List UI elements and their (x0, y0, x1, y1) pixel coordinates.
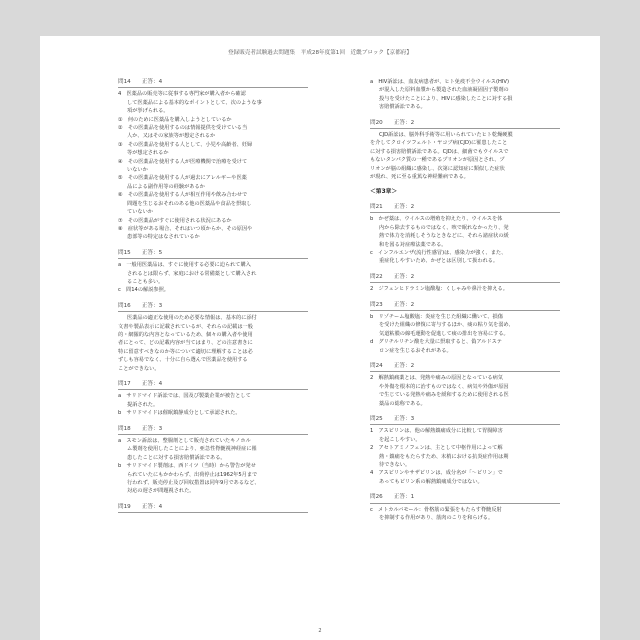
explanation-line: あってもピリン系の解熱鎮痛成分ではない。 (379, 478, 483, 485)
page-number: 2 (318, 628, 322, 634)
question-block (118, 380, 308, 418)
explanation-line: CJD訴訟は、脳外科手術等に用いられていたヒト乾燥硬膜 (379, 132, 513, 139)
explanation-line: c 問14の解説参照。 (118, 287, 169, 294)
question-answer-title: 問24 正答：2 (370, 362, 560, 372)
explanation-line: 医薬品の適正な使用のため必要な情報は、基本的に添付 (127, 315, 257, 322)
question-block (370, 273, 560, 294)
chapter-heading: ＜第3章＞ (370, 189, 398, 196)
explanation-line: ていないか (127, 209, 153, 216)
explanation-line: d グリチルリチン酸を大量に摂取すると、偽アルドステ (370, 339, 502, 346)
explanation-line: が混入した原料血漿から製造された血液凝固因子製剤の (379, 87, 509, 94)
explanation-line: 内から除去するものではなく、咳で眠れなかったり、発 (379, 224, 509, 231)
explanation-line: ⑤ その医薬品を使用する人が過去にアレルギーや医薬 (118, 175, 247, 182)
explanation-line: 2 解熱鎮痛薬とは、発熱や痛みの原因となっている病気 (370, 375, 503, 382)
explanation-line: に対する損害賠償訴訟である。CJDは、細菌でもウイルスで (370, 148, 509, 155)
explanation-line: ② その医薬品を使用するのは情報提供を受けている当 (118, 125, 248, 132)
question-block (370, 78, 560, 112)
question-answer-title: 問15 正答：5 (118, 249, 308, 259)
question-block (370, 301, 560, 355)
explanation-line: 和を図る対症療法薬である。 (379, 241, 447, 248)
explanation-line: 重症化しやすいため、かぜとは区別して扱われる。 (379, 258, 499, 265)
explanation-line: ずしも容易でなく、十分に自ら選んで医薬品を使用する (118, 357, 248, 364)
explanation-line: ⑥ その医薬品を使用する人が相互作用や飲み合わせで (118, 192, 248, 199)
explanation-line: 4 アスピリンやサザピリンは、成分名が「～ピリン」で (370, 470, 503, 477)
explanation-line: b サリドマイド製剤は、西ドイツ（当時）から警告が発せ (118, 463, 256, 470)
explanation-line: 2 ジフェンヒドラミン塩酸塩：くしゃみや鼻汁を抑える。 (370, 286, 508, 293)
explanation-line: 提訴された。 (127, 401, 159, 408)
explanation-line: ことができない。 (118, 365, 160, 372)
explanation-line: 患したことに対する損害賠償訴訟である。 (127, 454, 226, 461)
document-page (40, 36, 600, 640)
explanation-line: リオンが脳の組織に感染し、次第に認知症に類似した症状 (370, 165, 505, 172)
explanation-line: ③ その医薬品を使用する人として、小児や高齢者、妊婦 (118, 141, 253, 148)
explanation-line: 2 アセトアミノフェンは、主として中枢作用によって解 (370, 445, 503, 452)
explanation-line: 文書や製品表示に記載されているが、それらの記載は一般 (118, 323, 253, 330)
explanation-line: 人か、又はその家族等が想定されるか (127, 133, 216, 140)
explanation-line: で生じている発熱や痛みを緩和するために使用される医 (379, 392, 509, 399)
explanation-line: 4 医薬品の販売等に従事する専門家が購入者から確認 (118, 91, 246, 98)
explanation-line: を起こしやすい。 (379, 436, 421, 443)
explanation-line: が現れ、死に至る重篤な神経難病である。 (370, 174, 469, 181)
question-block (118, 425, 308, 496)
explanation-line: ロン症を生じるおそれがある。 (379, 347, 452, 354)
explanation-line: 気道粘膜の線毛運動を促進して痰の排出を容易にする。 (379, 330, 509, 337)
question-block (118, 302, 308, 373)
explanation-line: 対応の遅さが問題視された。 (127, 488, 195, 495)
question-block (370, 493, 560, 522)
explanation-line: 特に留意すべきなのか等について適切に理解することは必 (118, 348, 253, 355)
explanation-line: 薬品の総称である。 (379, 400, 426, 407)
question-answer-title: 問25 正答：3 (370, 415, 560, 425)
explanation-line: 品による副作用等の経験があるか (127, 183, 205, 190)
explanation-line: b サリドマイドは催眠鎮静成分として承認された。 (118, 410, 241, 417)
right-column (370, 78, 560, 529)
question-block (370, 119, 560, 182)
explanation-line: a 一般用医薬品は、すぐに使用する必要に迫られて購入 (118, 262, 251, 269)
explanation-line: 的・網羅的な内容となっているため、個々の購入者や使用 (118, 331, 253, 338)
question-answer-title: 問19 正答：4 (118, 503, 308, 513)
question-block (118, 249, 308, 295)
explanation-line: ることも多い。 (127, 278, 164, 285)
question-answer-title: 問16 正答：3 (118, 302, 308, 312)
explanation-line: 問題を生じるおそれのある他の医薬品や食品を摂取し (127, 200, 252, 207)
explanation-line: 等が想定されるか (127, 150, 169, 157)
question-answer-title: 問18 正答：3 (118, 425, 308, 435)
explanation-line: ④ その医薬品を使用する人が医療機関で治療を受けて (118, 158, 248, 165)
explanation-line: b かぜ薬は、ウイルスの増殖を抑えたり、ウイルスを体 (370, 216, 503, 223)
question-block (370, 415, 560, 486)
question-block (118, 78, 308, 242)
explanation-line: a スモン訴訟は、整腸剤として販売されていたキノホル (118, 438, 251, 445)
explanation-line: ⑦ その医薬品がすぐに使用される状況にあるか (118, 217, 232, 224)
question-answer-title: 問14 正答：4 (118, 78, 308, 88)
question-answer-title: 問17 正答：4 (118, 380, 308, 390)
explanation-line: を介してクロイツフェルト・ヤコブ病(CJD)に罹患したこと (370, 140, 508, 147)
explanation-line: 待できない。 (379, 462, 411, 469)
question-block (370, 362, 560, 408)
explanation-line: を抑制する作用があり、筋肉のこりを和らげる。 (379, 515, 494, 522)
explanation-line: 熱で体力を消耗しそうなときなどに、それら諸症状の緩 (379, 233, 509, 240)
explanation-line: 患部等の特定はなされているか (127, 234, 200, 241)
explanation-line: a サリドマイド訴訟では、国及び製薬企業が被告として (118, 393, 251, 400)
question-block (118, 503, 308, 513)
question-block (370, 203, 560, 266)
explanation-line: を受けた組織の修復に寄与するほか、痰の粘り気を弱め、 (379, 322, 514, 329)
question-answer-title: 問23 正答：2 (370, 301, 560, 311)
question-answer-title: 問26 正答：1 (370, 493, 560, 503)
explanation-line: 投与を受けたことにより、HIVに感染したことに対する損 (379, 95, 513, 102)
explanation-line: c メトカルバモール：骨格筋の緊張をもたらす脊髄反射 (370, 506, 502, 513)
explanation-line: 害賠償訴訟である。 (379, 104, 426, 111)
explanation-line: 者にとって、どの記載内容が当てはまり、どの注意書きに (118, 340, 253, 347)
explanation-line: b リゾチーム塩酸塩：炎症を生じた組織に働いて、損傷 (370, 313, 503, 320)
explanation-line: されるとは限らず、家庭における常備薬として購入され (127, 270, 257, 277)
left-column (118, 78, 308, 520)
explanation-line: ム製剤を使用したことにより、亜急性脊髄視神経症に罹 (127, 446, 257, 453)
question-answer-title: 問20 正答：2 (370, 119, 560, 129)
explanation-line: られていたにもかかわらず、出荷停止は1962年5月まで (127, 471, 258, 478)
explanation-line: 1 アスピリンは、他の解熱鎮痛成分に比較して胃腸障害 (370, 428, 503, 435)
explanation-line: 行われず、販売停止及び回収措置は同年9月であるなど、 (127, 480, 260, 487)
explanation-line: ⑧ 症状等がある場合、それはいつ頃からか、その原因や (118, 225, 253, 232)
question-answer-title: 問21 正答：2 (370, 203, 560, 213)
explanation-line: c インフルエンザ(流行性感冒)は、感染力が強く、また、 (370, 249, 507, 256)
page-header: 登録販売者試験過去問題集 平成28年度第1回 近畿ブロック【京都府】 (228, 50, 412, 56)
explanation-line: a HIV訴訟は、血友病患者が、ヒト免疫不全ウイルス(HIV) (370, 79, 509, 85)
explanation-line: して医薬品による基本的なポイントとして、次のような事 (127, 99, 262, 106)
question-answer-title: 問22 正答：2 (370, 273, 560, 283)
explanation-line: や外傷を根本的に治すものではなく、病気や外傷が原因 (379, 383, 509, 390)
explanation-line: 項が挙げられる。 (127, 108, 169, 115)
explanation-line: ① 何のために医薬品を購入しようとしているか (118, 116, 232, 123)
explanation-line: いないか (127, 167, 148, 174)
explanation-line: もないタンパク質の一種であるプリオンが原因とされ、プ (370, 157, 505, 164)
explanation-line: 熱・鎮痛をもたらすため、末梢における抗炎症作用は期 (379, 453, 509, 460)
